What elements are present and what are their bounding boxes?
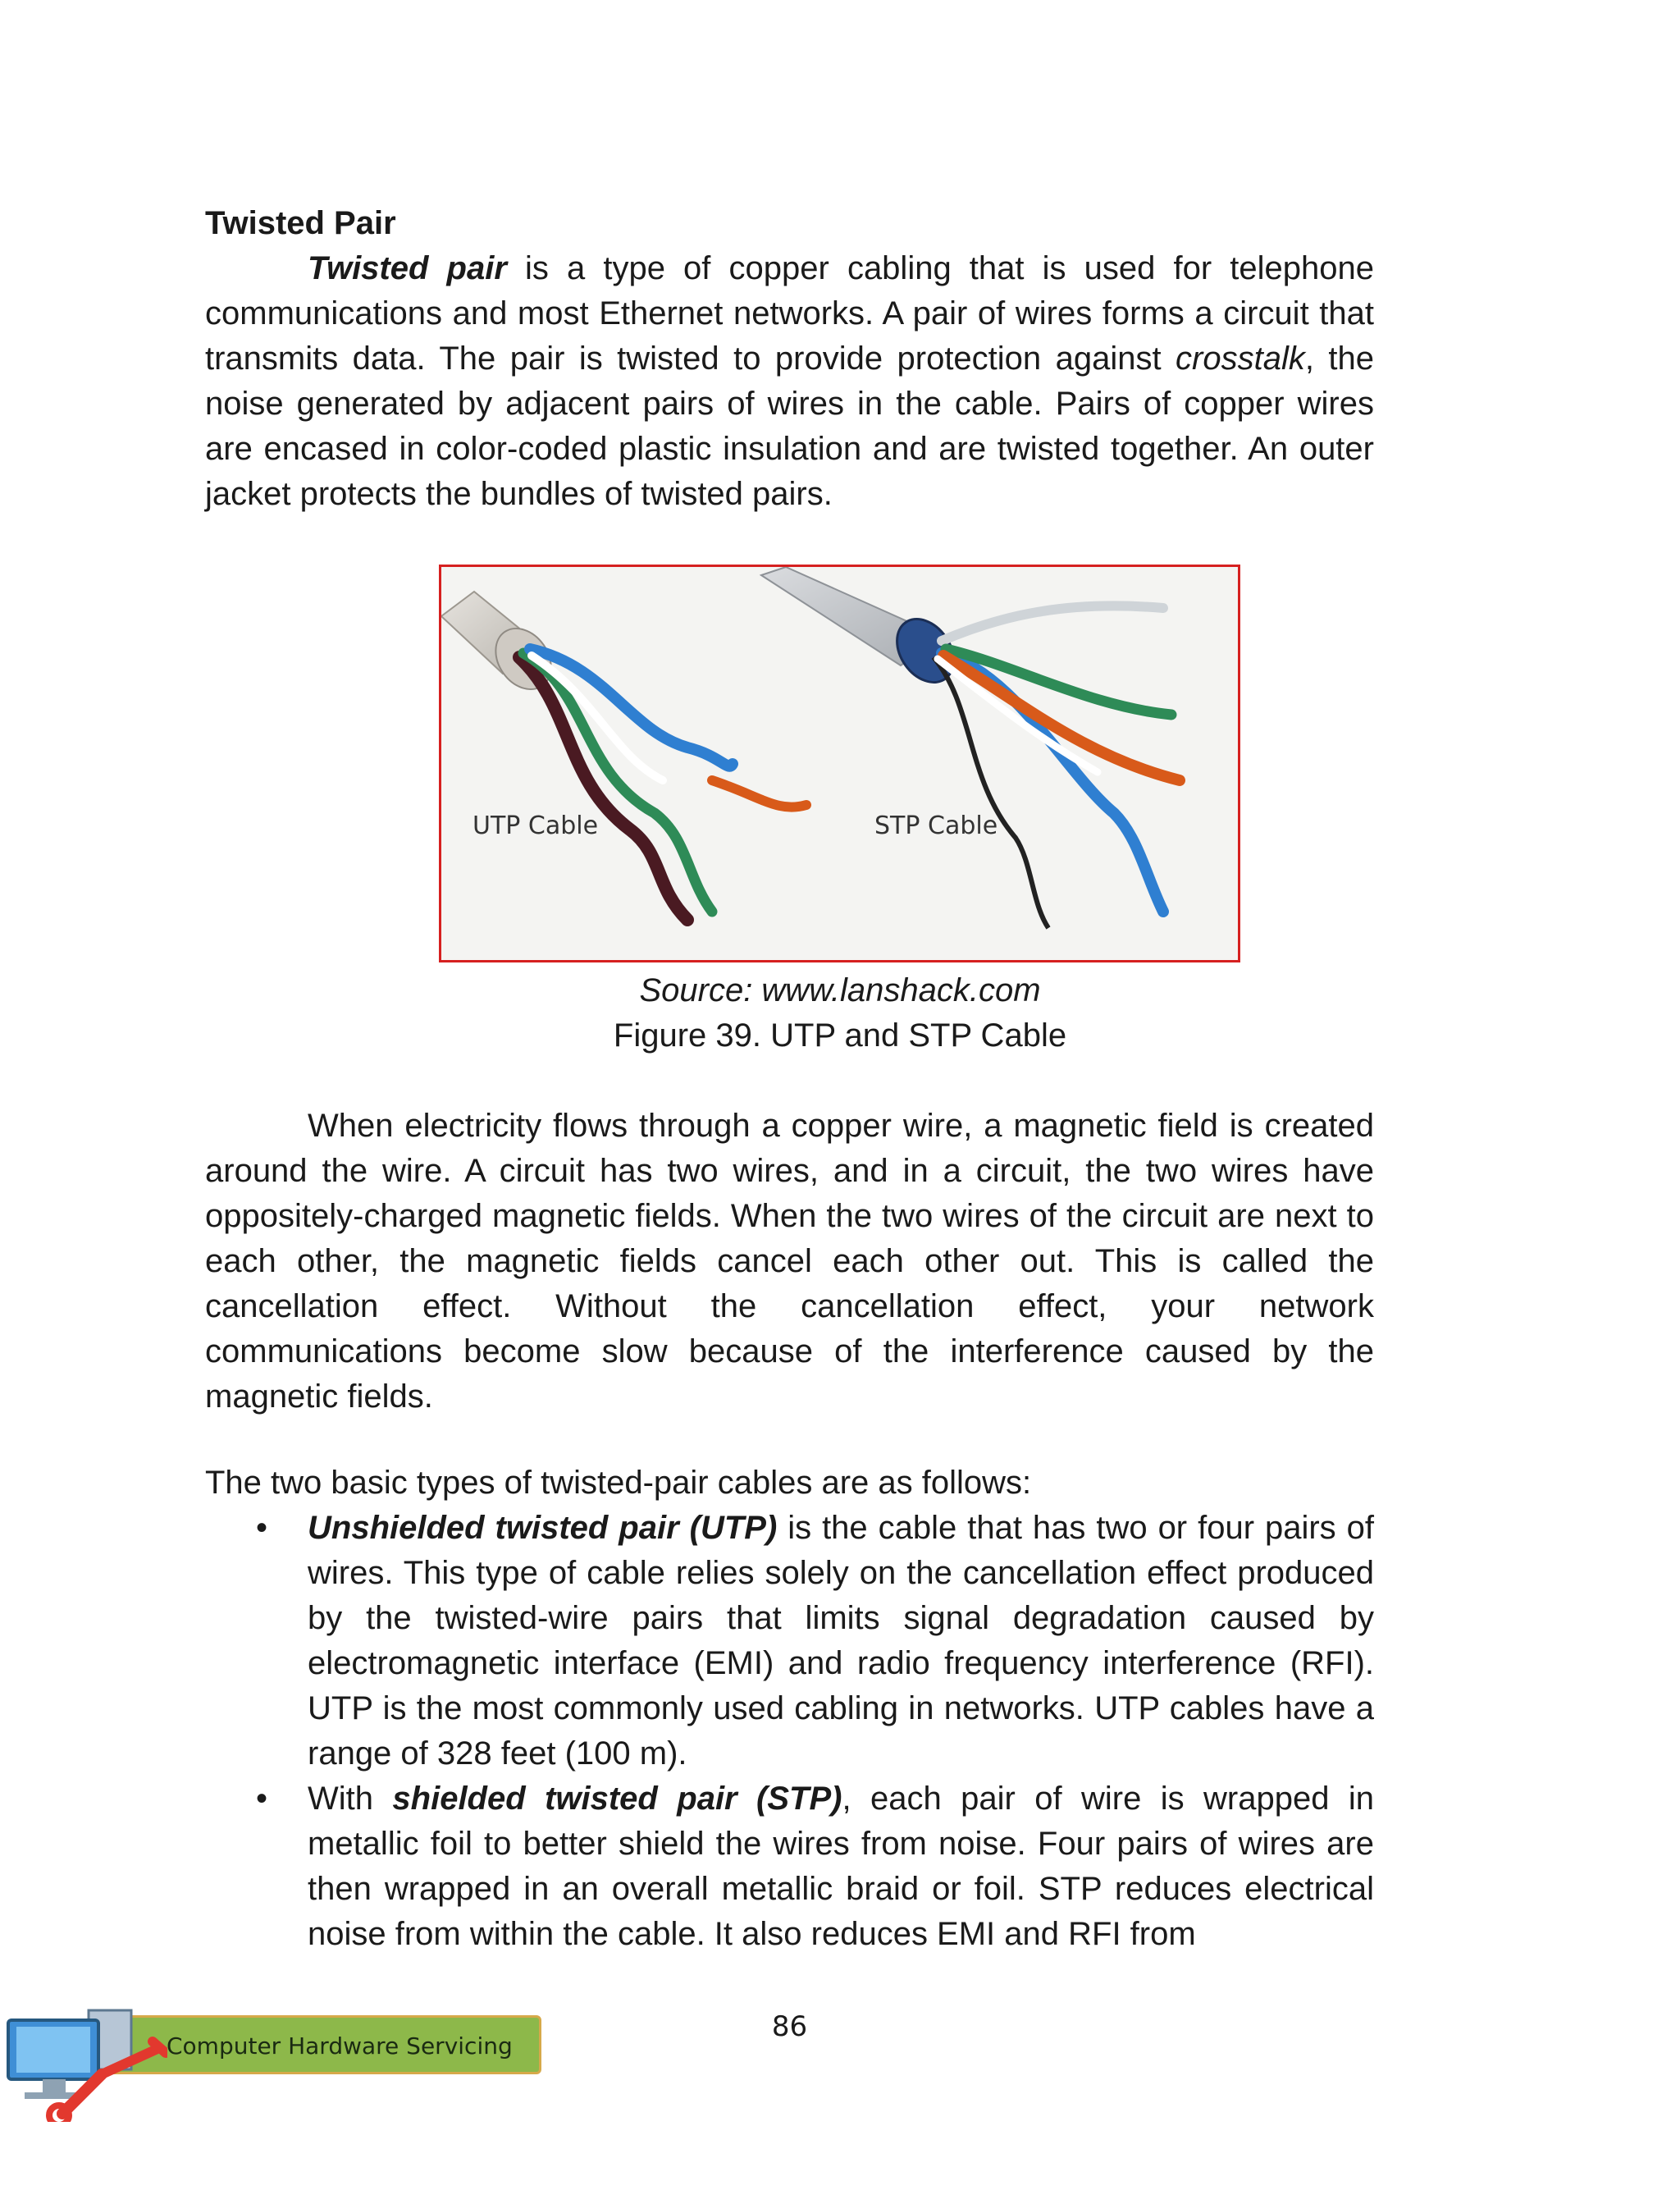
term-stp: shielded twisted pair (STP) xyxy=(392,1781,842,1817)
bullet-stp-text: , each pair of wire is wrapped in metallic foil to better shield the wires from noise. Four pairs of wires are then wrapped in an overall metallic braid or foil. STP reduces electrical noise from within the cable. It also reduces EMI and RFI from xyxy=(308,1781,1374,1952)
figure-source: Source: www.lanshack.com xyxy=(639,972,1041,1008)
bullet-icon: • xyxy=(256,1510,268,1546)
section-heading: Twisted Pair xyxy=(205,205,396,241)
cancellation-paragraph-block xyxy=(205,1104,1374,1420)
cable-photo xyxy=(439,565,1240,962)
intro-paragraph xyxy=(205,246,1374,517)
utp-stp-cable-illustration xyxy=(441,567,1238,960)
list-item-utp xyxy=(205,1506,1374,1776)
para1-text-b: , the noise generated by adjacent pairs of wires in the cable. Pairs of copper wires are encased in color-coded plastic insulation and are twisted together. An outer jacket protects the bundles of twisted pairs. xyxy=(205,341,1374,512)
utp-cable-label: UTP Cable xyxy=(472,812,599,840)
paragraph-cancellation-effect: When electricity flows through a copper wire, a magnetic field is created around the wire. A circuit has two wires, and in a circuit, the two wires have oppositely-charged magnetic fields. When the two wires of the circuit are next to each other, the magnetic fields cancel each other out. This is called the cancellation effect. Without the cancellation effect, your network communications become slow because of the interference caused by the magnetic fields. xyxy=(205,1108,1374,1415)
term-crosstalk: crosstalk xyxy=(1176,341,1305,377)
bullet-stp-pre: With xyxy=(308,1781,393,1817)
paragraph-twisted-pair xyxy=(205,246,1374,517)
cable-types-list xyxy=(205,1506,1374,1957)
bullet-utp-text: is the cable that has two or four pairs of wires. This type of cable relies solely on the cancellation effect produced by the twisted-wire pairs that limits signal degradation caused by electromagnetic interface (EMI) and radio frequency interference (RFI). UTP is the most commonly used cabling in networks. UTP cables have a range of 328 feet (100 m). xyxy=(308,1510,1374,1772)
list-item-stp xyxy=(205,1776,1374,1957)
page-number: 86 xyxy=(771,2010,808,2043)
stp-cable-label: STP Cable xyxy=(874,812,998,840)
figure-caption: Figure 39. UTP and STP Cable xyxy=(613,1017,1067,1054)
para1-text-a: is a type of copper cabling that is used for telephone communications and most Ethernet networks. A pair of wires forms a circuit that transmits data. The pair is twisted to provide protection against xyxy=(205,250,1374,377)
term-twisted-pair: Twisted pair xyxy=(308,250,507,286)
term-utp: Unshielded twisted pair (UTP) xyxy=(308,1510,778,1546)
paragraph-types-intro: The two basic types of twisted-pair cables are as follows: xyxy=(205,1465,1032,1501)
footer-banner-text: Computer Hardware Servicing xyxy=(167,2032,513,2060)
bullet-icon: • xyxy=(256,1781,268,1817)
types-block xyxy=(205,1461,1374,1957)
